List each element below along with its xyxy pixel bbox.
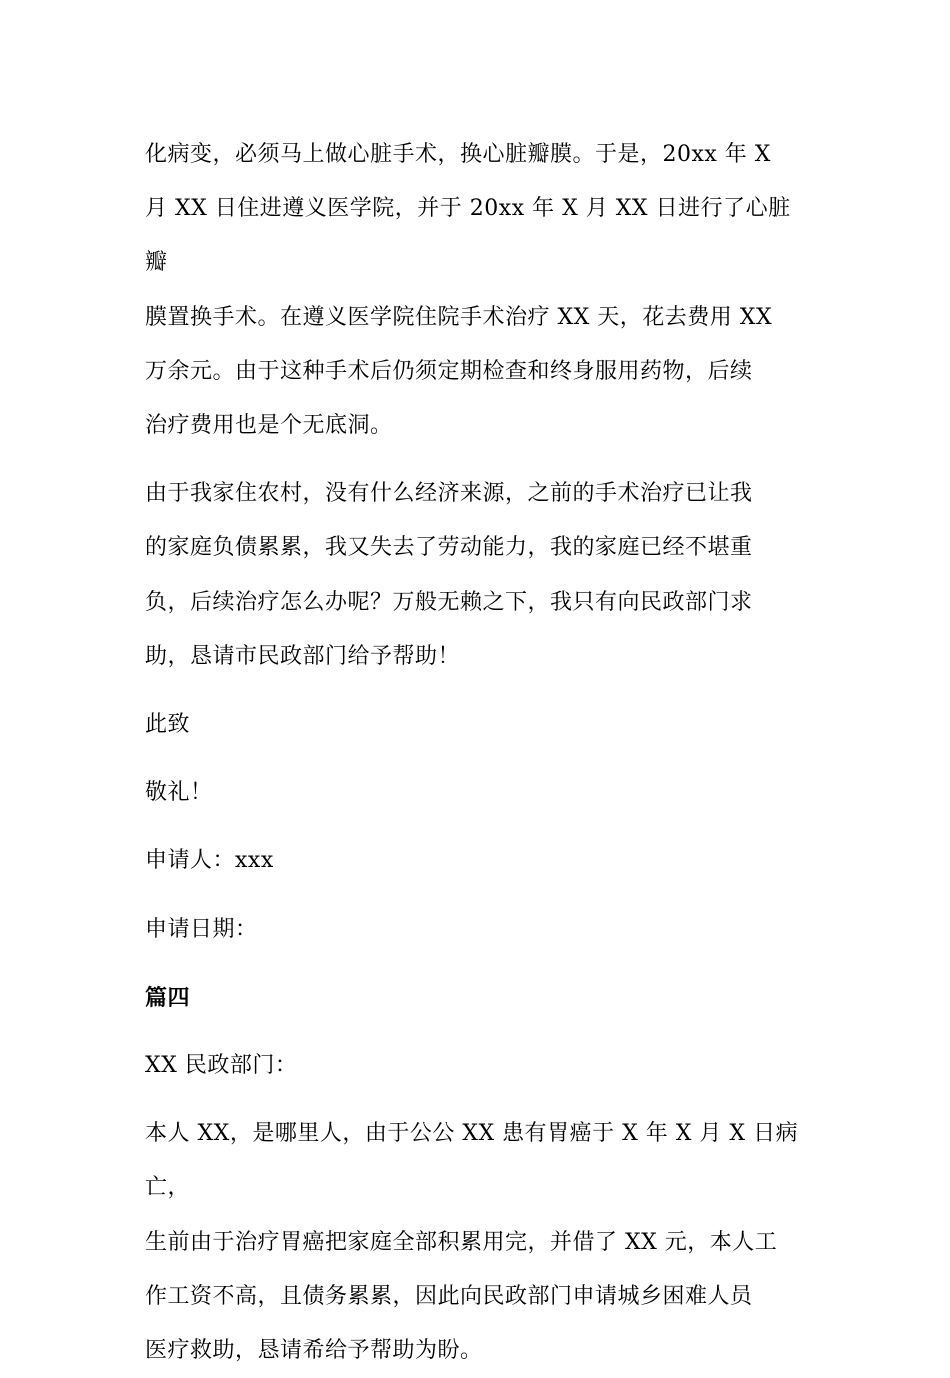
closing-salutation: 此致 (145, 712, 191, 738)
paragraph-gap (145, 684, 805, 698)
paragraph-gap (145, 820, 805, 834)
section-heading: 篇四 (145, 984, 191, 1011)
paragraph-gap (145, 752, 805, 766)
paragraph-gap (145, 453, 805, 467)
body-paragraph-medical-history: 化病变，必须马上做心脏手术，换心脏瓣膜。于是，20xx 年 X 月 XX 日住进遵义医学院，并于 20xx 年 X 月 XX 日进行了心脏瓣 膜置换手术。在遵义医学院住院手术治疗 XX 天，花去费用 XX 万余元。由于这种手术后仍须定期检查和终身服用药物，后续 治疗费用也是个无底洞。 (145, 142, 791, 439)
body-paragraph-application: 本人 XX，是哪里人，由于公公 XX 患有胃癌于 X 年 X 月 X 日病亡， 生前由于治疗胃癌把家庭全部积累用完，并借了 XX 元，本人工 作工资不高，且债务累累，因此向民政部门申请城乡困难人员 医疗救助，恳请希给予帮助为盼。 (145, 1121, 799, 1364)
paragraph-gap (145, 957, 805, 971)
body-paragraph-request-help: 由于我家住农村，没有什么经济来源，之前的手术治疗已让我 的家庭负债累累，我又失去了劳动能力，我的家庭已经不堪重 负，后续治疗怎么办呢？万般无赖之下，我只有向民政部门求 助，恳请市民政部门给予帮助！ (145, 481, 753, 669)
apply-date-line: 申请日期： (145, 916, 258, 942)
paragraph-gap (145, 1093, 805, 1107)
letter-salutation: XX 民政部门： (145, 1053, 298, 1079)
paragraph-gap (145, 1025, 805, 1039)
closing-regards: 敬礼！ (145, 780, 213, 806)
document-page (145, 128, 805, 1378)
paragraph-gap (145, 889, 805, 903)
applicant-line: 申请人：xxx (145, 848, 274, 874)
